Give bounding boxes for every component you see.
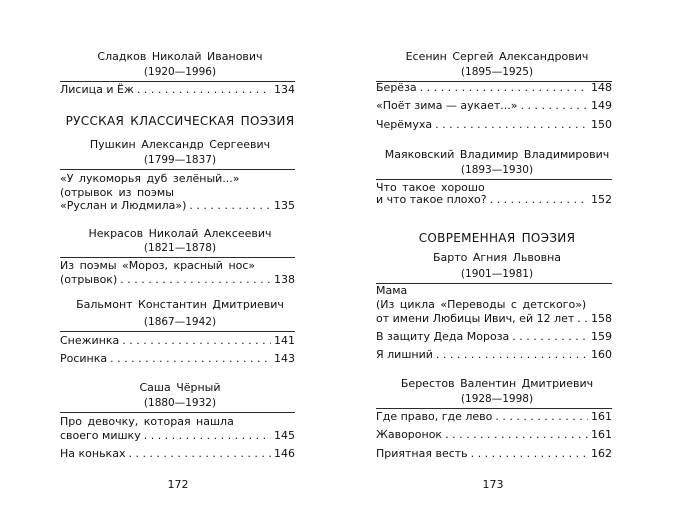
entry-page: 135 — [274, 199, 295, 212]
author-years: (1821—1878) — [143, 242, 217, 254]
leader-dots — [189, 198, 271, 214]
toc-entry[interactable] — [376, 329, 612, 345]
entry-title: Снежинка — [60, 334, 120, 347]
entry-title-line: Мама — [376, 284, 408, 297]
leader-dots — [435, 117, 588, 133]
leader-dots — [436, 347, 588, 363]
entry-page: 149 — [591, 99, 612, 112]
entry-page: 158 — [591, 312, 612, 325]
entry-title: На коньках — [60, 447, 126, 460]
author-name: Бальмонт Константин Дмитриевич — [76, 298, 284, 311]
author-years: (1893—1930) — [460, 164, 534, 176]
entry-page: 161 — [591, 428, 612, 441]
entry-title: своего мишку — [60, 429, 141, 442]
author-name: Сладков Николай Иванович — [97, 50, 263, 63]
toc-entry[interactable] — [376, 427, 612, 443]
leader-dots — [128, 446, 271, 462]
leader-dots — [512, 329, 588, 345]
author-name: Маяковский Владимир Владимирович — [384, 148, 610, 161]
author-name: Пушкин Александр Сергеевич — [89, 138, 271, 151]
toc-entry[interactable] — [60, 272, 295, 288]
entry-title-line: (отрывок из поэмы — [60, 186, 174, 199]
entry-title: Лисица и Ёж — [60, 83, 134, 96]
toc-entry[interactable] — [376, 311, 612, 327]
toc-entry[interactable] — [376, 409, 612, 425]
author-name: Берестов Валентин Дмитриевич — [400, 377, 594, 390]
entry-title: (отрывок) — [60, 273, 118, 286]
leader-dots — [495, 409, 588, 425]
divider — [60, 412, 295, 413]
entry-title-line: Из поэмы «Мороз, красный нос» — [60, 259, 256, 272]
entry-page: 161 — [591, 410, 612, 423]
toc-entry[interactable] — [376, 98, 612, 114]
entry-title: от имени Любицы Ивич, ей 12 лет — [376, 312, 575, 325]
author-name: Есенин Сергей Александрович — [405, 50, 589, 63]
entry-title: В защиту Деда Мороза — [376, 330, 510, 343]
entry-page: 150 — [591, 118, 612, 131]
section-heading: РУССКАЯ КЛАССИЧЕСКАЯ ПОЭЗИЯ — [65, 114, 295, 128]
entry-page: 159 — [591, 330, 612, 343]
leader-dots — [445, 427, 588, 443]
divider — [60, 331, 295, 332]
author-name: Барто Агния Львовна — [432, 251, 562, 264]
entry-title-line: Что такое хорошо — [376, 181, 485, 194]
entry-title: Черёмуха — [376, 118, 433, 131]
author-years: (1799—1837) — [143, 154, 217, 166]
entry-title: Берёза — [376, 81, 417, 94]
entry-page: 143 — [274, 352, 295, 365]
entry-title: Росинка — [60, 352, 108, 365]
leader-dots — [471, 446, 588, 462]
entry-page: 146 — [274, 447, 295, 460]
leader-dots — [137, 82, 271, 98]
toc-entry[interactable] — [376, 347, 612, 363]
author-years: (1928—1998) — [460, 393, 534, 405]
entry-page: 162 — [591, 447, 612, 460]
toc-entry[interactable] — [60, 351, 295, 367]
author-name: Некрасов Николай Алексеевич — [88, 227, 272, 240]
page-number: 173 — [482, 478, 504, 491]
leader-dots — [144, 428, 271, 444]
entry-page: 138 — [274, 273, 295, 286]
author-years: (1920—1996) — [143, 66, 217, 78]
leader-dots — [110, 351, 271, 367]
toc-entry[interactable] — [60, 428, 295, 444]
entry-title-line: «У лукоморья дуб зелёный...» — [60, 172, 240, 185]
toc-entry[interactable] — [376, 446, 612, 462]
toc-entry[interactable] — [376, 80, 612, 96]
entry-title: Приятная весть — [376, 447, 468, 460]
toc-entry[interactable] — [60, 82, 295, 98]
author-years: (1867—1942) — [143, 316, 217, 328]
page-number: 172 — [167, 478, 189, 491]
leader-dots — [577, 311, 588, 327]
entry-title: и что такое плохо? — [376, 193, 487, 206]
leader-dots — [520, 98, 588, 114]
entry-title: Жаворонок — [376, 428, 443, 441]
divider — [60, 169, 295, 170]
section-heading: СОВРЕМЕННАЯ ПОЭЗИЯ — [418, 231, 576, 245]
entry-title-line: Про девочку, которая нашла — [60, 415, 234, 428]
entry-page: 148 — [591, 81, 612, 94]
entry-title: «Руслан и Людмила») — [60, 199, 187, 212]
entry-page: 141 — [274, 334, 295, 347]
divider — [376, 283, 612, 284]
author-years: (1895—1925) — [460, 66, 534, 78]
leader-dots — [420, 80, 588, 96]
leader-dots — [120, 272, 271, 288]
toc-entry[interactable] — [60, 198, 295, 214]
toc-entry[interactable] — [376, 192, 612, 208]
right-page — [337, 0, 674, 523]
leader-dots — [490, 192, 588, 208]
toc-entry[interactable] — [376, 117, 612, 133]
author-years: (1880—1932) — [143, 397, 217, 409]
entry-title: Я лишний — [376, 348, 433, 361]
entry-page: 152 — [591, 193, 612, 206]
author-name: Саша Чёрный — [139, 381, 221, 394]
entry-page: 134 — [274, 83, 295, 96]
toc-entry[interactable] — [60, 446, 295, 462]
author-years: (1901—1981) — [460, 268, 534, 280]
entry-page: 160 — [591, 348, 612, 361]
toc-entry[interactable] — [60, 333, 295, 349]
entry-title: Где право, где лево — [376, 410, 493, 423]
leader-dots — [122, 333, 271, 349]
entry-title: «Поёт зима — аукает...» — [376, 99, 518, 112]
entry-title-line: (Из цикла «Переводы с детского») — [376, 298, 587, 311]
entry-page: 145 — [274, 429, 295, 442]
